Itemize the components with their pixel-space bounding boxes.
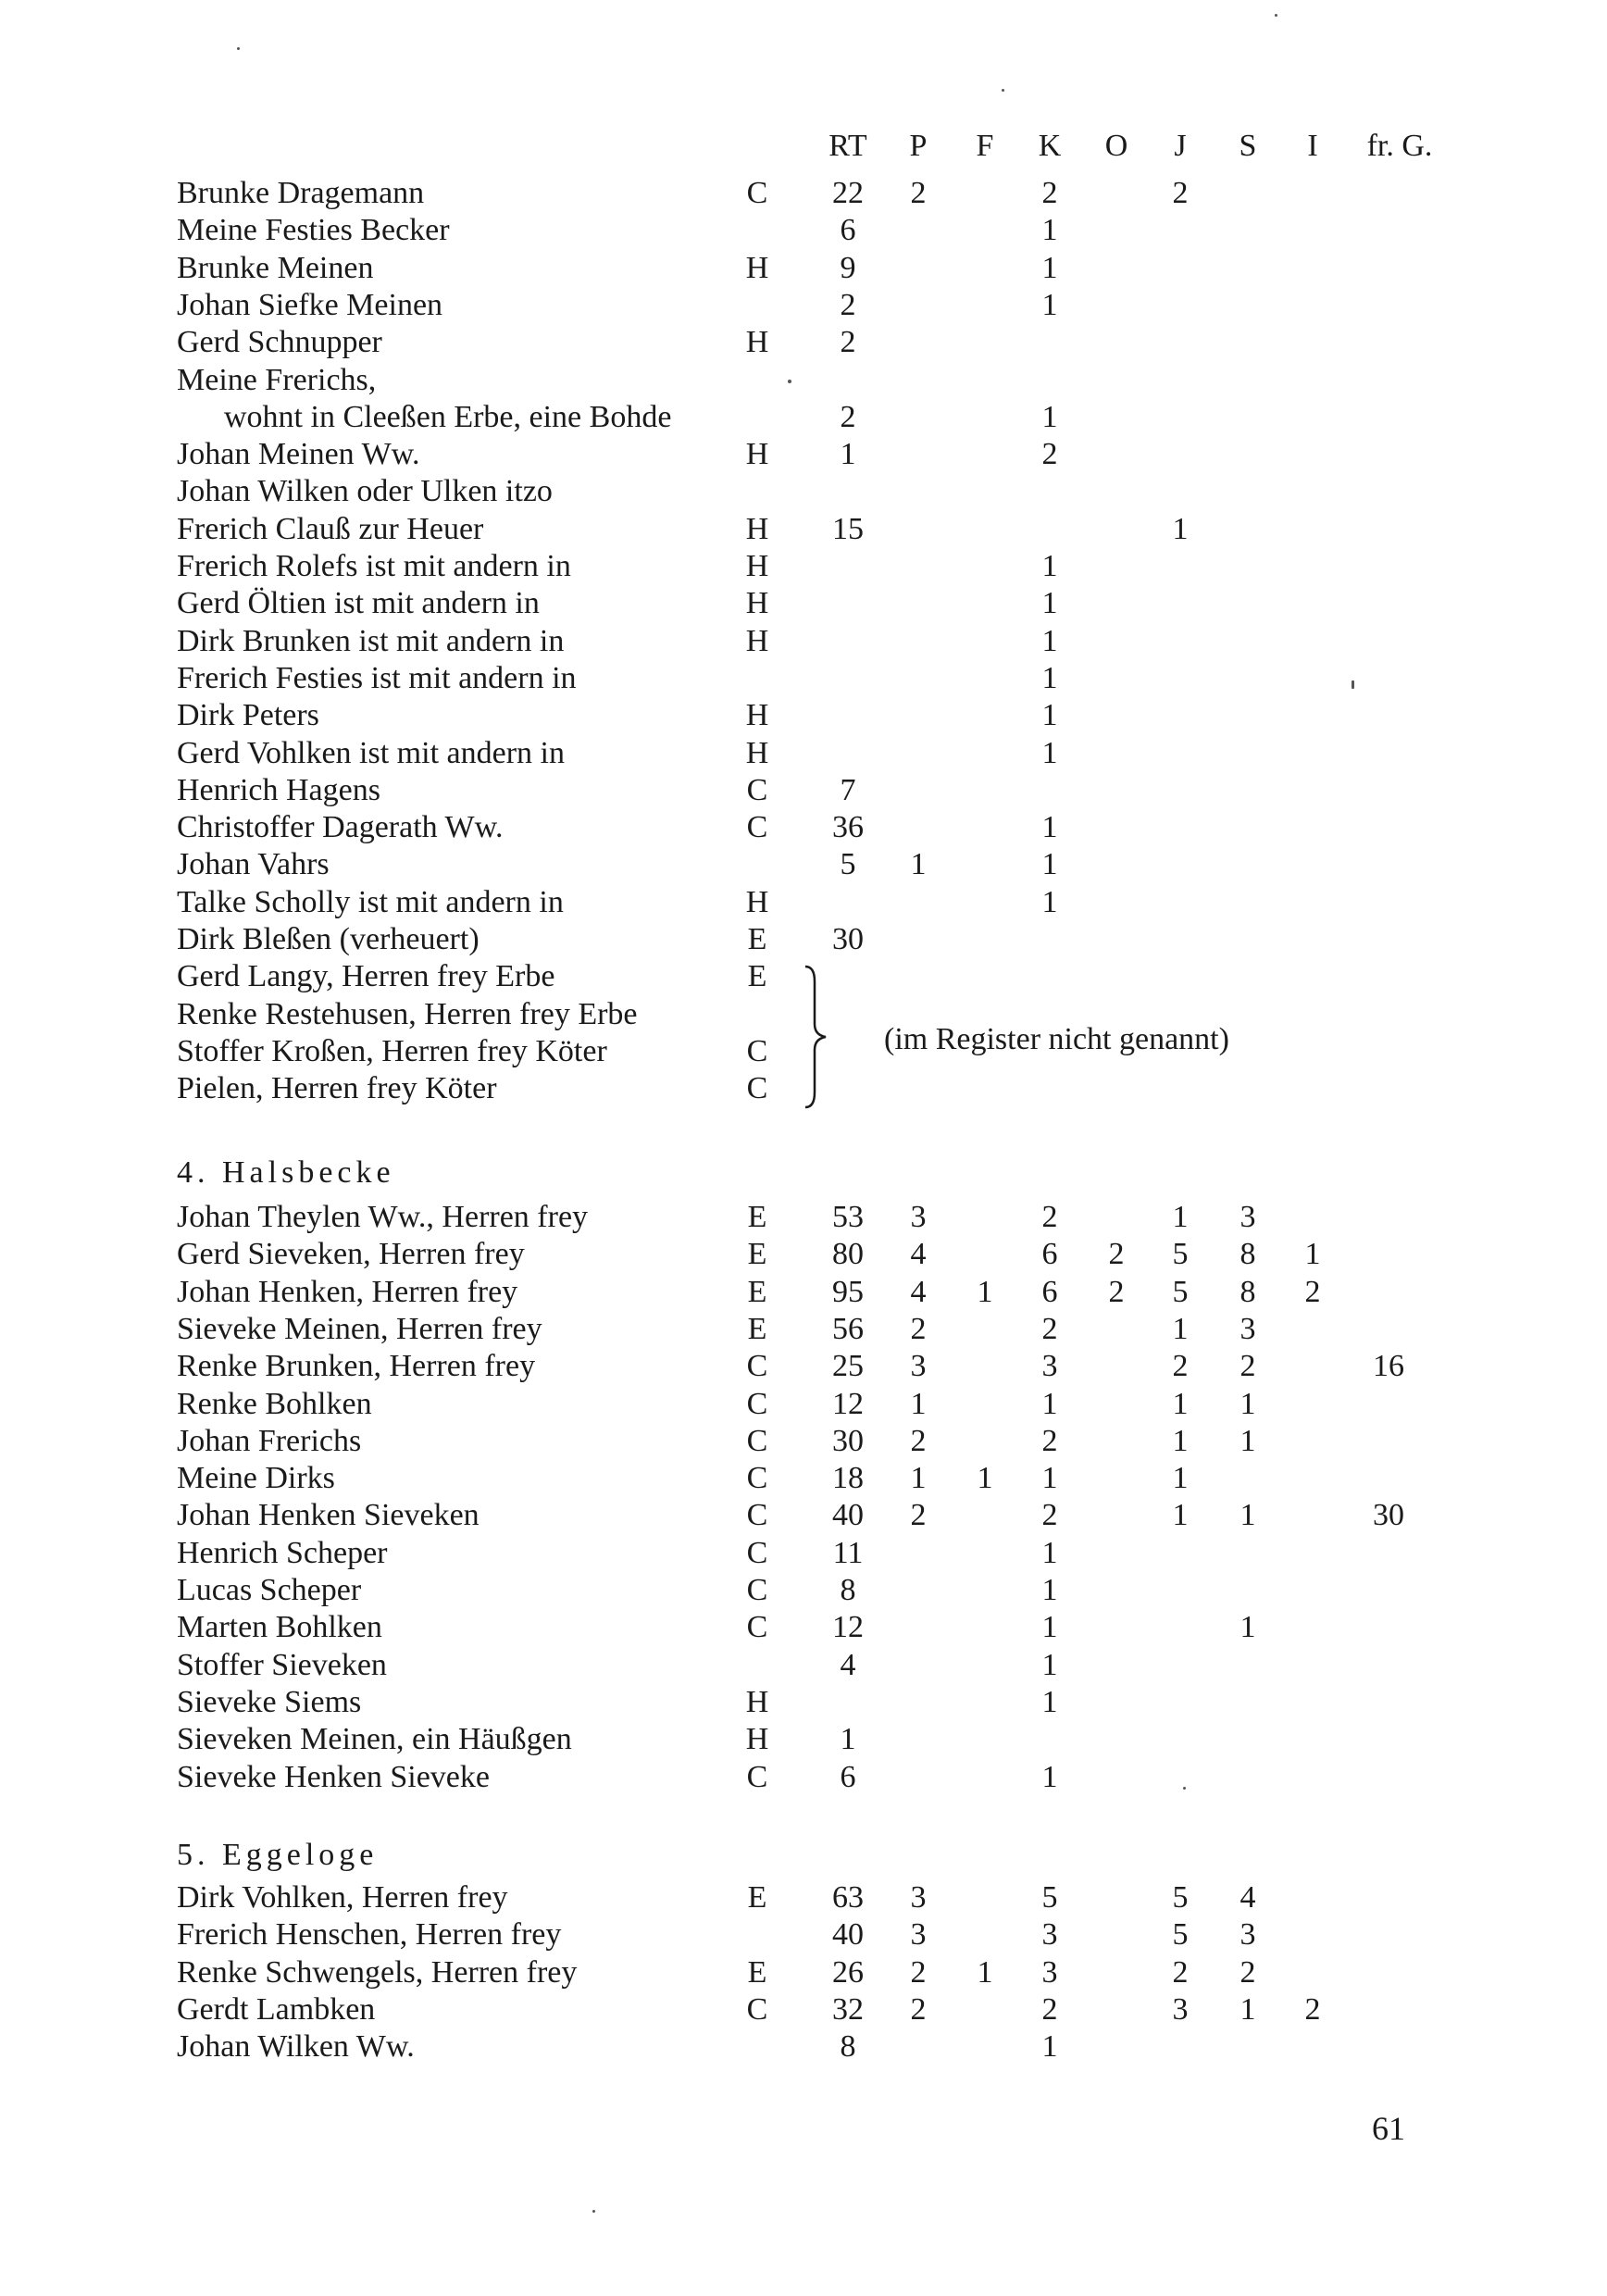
row-name: Brunke Dragemann	[177, 176, 425, 210]
cell-f: 1	[977, 1954, 993, 1990]
cell-j: 5	[1172, 1917, 1189, 1953]
table-row	[0, 772, 1607, 812]
cell-p: 3	[910, 1880, 927, 1915]
table-row	[0, 2031, 1607, 2068]
table-row	[0, 1386, 1607, 1426]
cell-k: 2	[1041, 1200, 1058, 1234]
print-speck	[788, 380, 791, 383]
cell-p: 2	[910, 1954, 927, 1990]
cell-j: 1	[1172, 1200, 1189, 1234]
table-row	[0, 1647, 1607, 1687]
curly-brace	[802, 963, 839, 1111]
row-category: C	[746, 1386, 768, 1421]
section-title-eggeloge: 5. Eggeloge	[177, 1838, 379, 1872]
cell-k: 1	[1041, 1461, 1058, 1496]
table-row	[0, 1274, 1607, 1314]
row-category: C	[746, 1461, 768, 1496]
table-row	[0, 476, 1607, 513]
row-name: Gerd Sieveken, Herren frey	[177, 1237, 525, 1272]
table-row	[0, 1612, 1607, 1649]
row-name: Sieveke Henken Sieveke	[177, 1759, 490, 1794]
cell-j: 5	[1172, 1237, 1189, 1272]
print-speck	[1002, 89, 1004, 92]
table-row	[0, 924, 1607, 961]
cell-p: 1	[910, 847, 927, 882]
column-header: P	[909, 129, 928, 163]
column-header: J	[1174, 129, 1187, 163]
column-header: I	[1307, 129, 1318, 163]
table-row	[0, 1759, 1607, 1799]
row-category: C	[746, 1033, 768, 1068]
cell-j: 1	[1172, 511, 1189, 546]
column-header: K	[1038, 129, 1062, 163]
row-name: Sieveke Siems	[177, 1684, 362, 1719]
row-category: E	[747, 922, 767, 956]
cell-j: 1	[1172, 1386, 1189, 1421]
cell-rt: 2	[840, 325, 856, 360]
cell-k: 1	[1041, 735, 1058, 770]
row-name: Henrich Scheper	[177, 1535, 388, 1570]
cell-k: 1	[1041, 287, 1058, 322]
row-category: H	[745, 511, 769, 546]
cell-rt: 9	[840, 250, 856, 285]
row-name: Johan Vahrs	[177, 847, 330, 882]
row-category: H	[745, 623, 769, 658]
table-row	[0, 588, 1607, 625]
row-category: C	[746, 1759, 768, 1794]
print-speck	[1275, 14, 1277, 17]
cell-k: 1	[1041, 399, 1058, 434]
row-category: H	[745, 1722, 769, 1757]
table-row	[0, 1684, 1607, 1724]
cell-s: 3	[1240, 1311, 1256, 1346]
row-category: E	[747, 1954, 767, 1990]
cell-k: 2	[1041, 1311, 1058, 1346]
cell-s: 1	[1240, 1423, 1256, 1458]
cell-j: 5	[1172, 1274, 1189, 1309]
row-category: H	[745, 735, 769, 770]
row-category: C	[746, 1610, 768, 1645]
cell-k: 6	[1041, 1237, 1058, 1272]
cell-k: 2	[1041, 1498, 1058, 1533]
row-category: H	[745, 698, 769, 733]
row-name: Gerd Langy, Herren frey Erbe	[177, 959, 555, 994]
row-name: Johan Meinen Ww.	[177, 437, 420, 472]
row-name: Johan Siefke Meinen	[177, 287, 443, 322]
table-row	[0, 735, 1607, 775]
cell-j: 1	[1172, 1498, 1189, 1533]
cell-k: 1	[1041, 698, 1058, 733]
cell-k: 1	[1041, 1573, 1058, 1607]
table-row	[0, 287, 1607, 327]
table-row	[0, 1239, 1607, 1276]
cell-rt: 15	[832, 511, 864, 546]
row-name: Marten Bohlken	[177, 1610, 382, 1645]
row-name: Brunke Meinen	[177, 250, 374, 285]
cell-k: 1	[1041, 810, 1058, 845]
cell-i: 2	[1304, 1991, 1321, 2027]
cell-j: 1	[1172, 1311, 1189, 1346]
row-name: Gerd Vohlken ist mit andern in	[177, 735, 565, 770]
cell-j: 1	[1172, 1423, 1189, 1458]
row-name: Dirk Bleßen (verheuert)	[177, 922, 480, 956]
row-category: H	[745, 437, 769, 472]
table-row	[0, 551, 1607, 588]
cell-rt: 40	[832, 1498, 864, 1533]
row-category: E	[747, 1237, 767, 1272]
column-header: F	[976, 129, 994, 163]
row-category: E	[747, 959, 767, 994]
cell-p: 1	[910, 1386, 927, 1421]
page-number: 61	[1372, 2110, 1405, 2147]
table-row	[0, 1919, 1607, 1956]
cell-k: 3	[1041, 1917, 1058, 1953]
cell-j: 2	[1172, 176, 1189, 210]
table-row	[0, 1954, 1607, 1994]
row-category: C	[746, 176, 768, 210]
cell-k: 1	[1041, 1647, 1058, 1682]
cell-p: 2	[910, 1991, 927, 2027]
cell-rt: 53	[832, 1200, 864, 1234]
cell-o: 2	[1108, 1274, 1125, 1309]
row-name: Johan Frerichs	[177, 1423, 362, 1458]
row-name: Meine Festies Becker	[177, 213, 450, 248]
row-name: Henrich Hagens	[177, 772, 380, 807]
row-category: C	[746, 1991, 768, 2027]
cell-k: 2	[1041, 1991, 1058, 2027]
cell-rt: 95	[832, 1274, 864, 1309]
cell-p: 2	[910, 1423, 927, 1458]
column-header: O	[1104, 129, 1128, 163]
cell-i: 2	[1304, 1274, 1321, 1309]
cell-s: 8	[1240, 1237, 1256, 1272]
cell-k: 1	[1041, 1684, 1058, 1719]
cell-p: 4	[910, 1237, 927, 1272]
table-row	[0, 511, 1607, 551]
cell-k: 1	[1041, 1759, 1058, 1794]
cell-j: 2	[1172, 1349, 1189, 1384]
cell-rt: 80	[832, 1237, 864, 1272]
row-name: Renke Bohlken	[177, 1386, 372, 1421]
row-category: H	[745, 586, 769, 621]
row-name: Lucas Scheper	[177, 1573, 362, 1607]
row-category: C	[746, 810, 768, 845]
row-name: Dirk Vohlken, Herren frey	[177, 1880, 508, 1915]
cell-k: 3	[1041, 1349, 1058, 1384]
cell-rt: 11	[832, 1535, 864, 1570]
cell-p: 4	[910, 1274, 927, 1309]
row-name: Renke Schwengels, Herren frey	[177, 1954, 578, 1990]
cell-k: 1	[1041, 250, 1058, 285]
cell-s: 2	[1240, 1954, 1256, 1990]
cell-rt: 4	[840, 1647, 856, 1682]
row-name: Meine Frerichs,	[177, 362, 377, 397]
row-name: Meine Dirks	[177, 1461, 335, 1496]
row-category: E	[747, 1880, 767, 1915]
cell-k: 1	[1041, 586, 1058, 621]
cell-s: 2	[1240, 1349, 1256, 1384]
print-speck	[237, 47, 240, 50]
row-name: Johan Wilken Ww.	[177, 2029, 415, 2065]
print-speck	[1183, 1787, 1186, 1790]
cell-p: 2	[910, 1498, 927, 1533]
cell-rt: 8	[840, 1573, 856, 1607]
cell-s: 1	[1240, 1386, 1256, 1421]
cell-s: 1	[1240, 1498, 1256, 1533]
cell-k: 2	[1041, 1423, 1058, 1458]
table-row	[0, 1500, 1607, 1537]
row-name: Dirk Brunken ist mit andern in	[177, 623, 565, 658]
cell-k: 1	[1041, 549, 1058, 583]
row-category: E	[747, 1311, 767, 1346]
cell-f: 1	[977, 1274, 993, 1309]
cell-k: 2	[1041, 437, 1058, 472]
cell-rt: 30	[832, 1423, 864, 1458]
table-row	[0, 623, 1607, 663]
row-name: Sieveken Meinen, ein Häußgen	[177, 1722, 572, 1757]
table-row	[0, 812, 1607, 849]
column-header: RT	[828, 129, 867, 163]
cell-p: 3	[910, 1349, 927, 1384]
row-category: H	[745, 325, 769, 360]
cell-k: 1	[1041, 847, 1058, 882]
row-name: Gerdt Lambken	[177, 1991, 376, 2027]
row-name: Pielen, Herren frey Köter	[177, 1071, 497, 1106]
cell-rt: 22	[832, 176, 864, 210]
row-name: Talke Scholly ist mit andern in	[177, 884, 564, 919]
cell-rt: 30	[832, 922, 864, 956]
cell-j: 2	[1172, 1954, 1189, 1990]
row-name: Dirk Peters	[177, 698, 319, 733]
cell-s: 8	[1240, 1274, 1256, 1309]
row-name: Frerich Rolefs ist mit andern in	[177, 549, 571, 583]
cell-p: 2	[910, 176, 927, 210]
row-category: H	[745, 884, 769, 919]
cell-f: 1	[977, 1461, 993, 1496]
cell-k: 1	[1041, 884, 1058, 919]
table-row	[0, 439, 1607, 476]
row-category: E	[747, 1274, 767, 1309]
cell-rt: 1	[840, 1722, 856, 1757]
cell-p: 1	[910, 1461, 927, 1496]
row-category: C	[746, 772, 768, 807]
cell-s: 1	[1240, 1610, 1256, 1645]
column-header: fr. G.	[1366, 129, 1433, 163]
cell-k: 1	[1041, 1386, 1058, 1421]
cell-rt: 12	[832, 1610, 864, 1645]
row-name: Sieveke Meinen, Herren frey	[177, 1311, 542, 1346]
cell-frg: 16	[1373, 1349, 1404, 1384]
row-name: Gerd Öltien ist mit andern in	[177, 586, 540, 621]
row-name: Christoffer Dagerath Ww.	[177, 810, 504, 845]
row-category: C	[746, 1535, 768, 1570]
row-category: H	[745, 1684, 769, 1719]
cell-rt: 6	[840, 213, 856, 248]
cell-rt: 36	[832, 810, 864, 845]
cell-rt: 18	[832, 1461, 864, 1496]
cell-rt: 8	[840, 2029, 856, 2065]
table-row	[0, 1311, 1607, 1351]
row-category: H	[745, 250, 769, 285]
row-category: C	[746, 1498, 768, 1533]
cell-k: 2	[1041, 176, 1058, 210]
cell-rt: 25	[832, 1349, 864, 1384]
cell-j: 5	[1172, 1880, 1189, 1915]
table-row	[0, 1535, 1607, 1575]
cell-p: 3	[910, 1917, 927, 1953]
table-row	[0, 178, 1607, 215]
row-category: C	[746, 1423, 768, 1458]
row-name: Frerich Henschen, Herren frey	[177, 1917, 562, 1953]
print-speck	[592, 2210, 595, 2213]
cell-rt: 56	[832, 1311, 864, 1346]
cell-s: 4	[1240, 1880, 1256, 1915]
table-row	[0, 849, 1607, 886]
table-row	[0, 215, 1607, 252]
row-name: Frerich Clauß zur Heuer	[177, 511, 484, 546]
row-name: Frerich Festies ist mit andern in	[177, 660, 577, 695]
table-row	[0, 1202, 1607, 1239]
table-row	[0, 1351, 1607, 1388]
row-category: H	[745, 549, 769, 583]
row-name: Gerd Schnupper	[177, 325, 382, 360]
table-row	[0, 1882, 1607, 1919]
column-header: S	[1239, 129, 1257, 163]
table-row	[0, 660, 1607, 700]
cell-p: 2	[910, 1311, 927, 1346]
row-name: wohnt in Cleeßen Erbe, eine Bohde	[224, 399, 672, 434]
cell-rt: 63	[832, 1880, 864, 1915]
table-row	[0, 700, 1607, 737]
row-name: Renke Brunken, Herren frey	[177, 1349, 536, 1384]
table-row	[0, 250, 1607, 290]
cell-rt: 6	[840, 1759, 856, 1794]
row-name: Johan Henken Sieveken	[177, 1498, 480, 1533]
table-row	[0, 327, 1607, 364]
row-category: C	[746, 1573, 768, 1607]
cell-rt: 5	[840, 847, 856, 882]
cell-k: 1	[1041, 213, 1058, 248]
row-name: Stoffer Sieveken	[177, 1647, 387, 1682]
table-row	[0, 1991, 1607, 2031]
row-name: Renke Restehusen, Herren frey Erbe	[177, 996, 638, 1031]
table-row	[0, 362, 1607, 402]
cell-p: 3	[910, 1200, 927, 1234]
cell-k: 5	[1041, 1880, 1058, 1915]
cell-rt: 2	[840, 287, 856, 322]
cell-rt: 40	[832, 1917, 864, 1953]
section-title-halsbecke: 4. Halsbecke	[177, 1155, 395, 1190]
row-category: C	[746, 1071, 768, 1106]
cell-k: 1	[1041, 660, 1058, 695]
cell-rt: 32	[832, 1991, 864, 2027]
table-row	[0, 399, 1607, 439]
cell-s: 1	[1240, 1991, 1256, 2027]
table-row	[0, 1724, 1607, 1761]
table-row	[0, 884, 1607, 924]
cell-k: 1	[1041, 1610, 1058, 1645]
brace-note: (im Register nicht genannt)	[884, 1022, 1229, 1056]
table-row	[0, 1463, 1607, 1500]
table-row	[0, 1575, 1607, 1612]
cell-rt: 7	[840, 772, 856, 807]
cell-j: 3	[1172, 1991, 1189, 2027]
cell-s: 3	[1240, 1200, 1256, 1234]
cell-rt: 1	[840, 437, 856, 472]
cell-j: 1	[1172, 1461, 1189, 1496]
cell-k: 1	[1041, 1535, 1058, 1570]
cell-rt: 12	[832, 1386, 864, 1421]
cell-rt: 2	[840, 399, 856, 434]
cell-k: 1	[1041, 623, 1058, 658]
row-category: E	[747, 1200, 767, 1234]
cell-s: 3	[1240, 1917, 1256, 1953]
cell-rt: 26	[832, 1954, 864, 1990]
cell-o: 2	[1108, 1237, 1125, 1272]
cell-k: 3	[1041, 1954, 1058, 1990]
cell-frg: 30	[1373, 1498, 1404, 1533]
row-name: Stoffer Kroßen, Herren frey Köter	[177, 1033, 607, 1068]
cell-k: 1	[1041, 2029, 1058, 2065]
cell-i: 1	[1304, 1237, 1321, 1272]
row-category: C	[746, 1349, 768, 1384]
cell-k: 6	[1041, 1274, 1058, 1309]
row-name: Johan Wilken oder Ulken itzo	[177, 474, 553, 509]
print-speck	[1352, 680, 1354, 689]
row-name: Johan Henken, Herren frey	[177, 1274, 518, 1309]
table-row	[0, 1423, 1607, 1463]
row-name: Johan Theylen Ww., Herren frey	[177, 1200, 589, 1234]
